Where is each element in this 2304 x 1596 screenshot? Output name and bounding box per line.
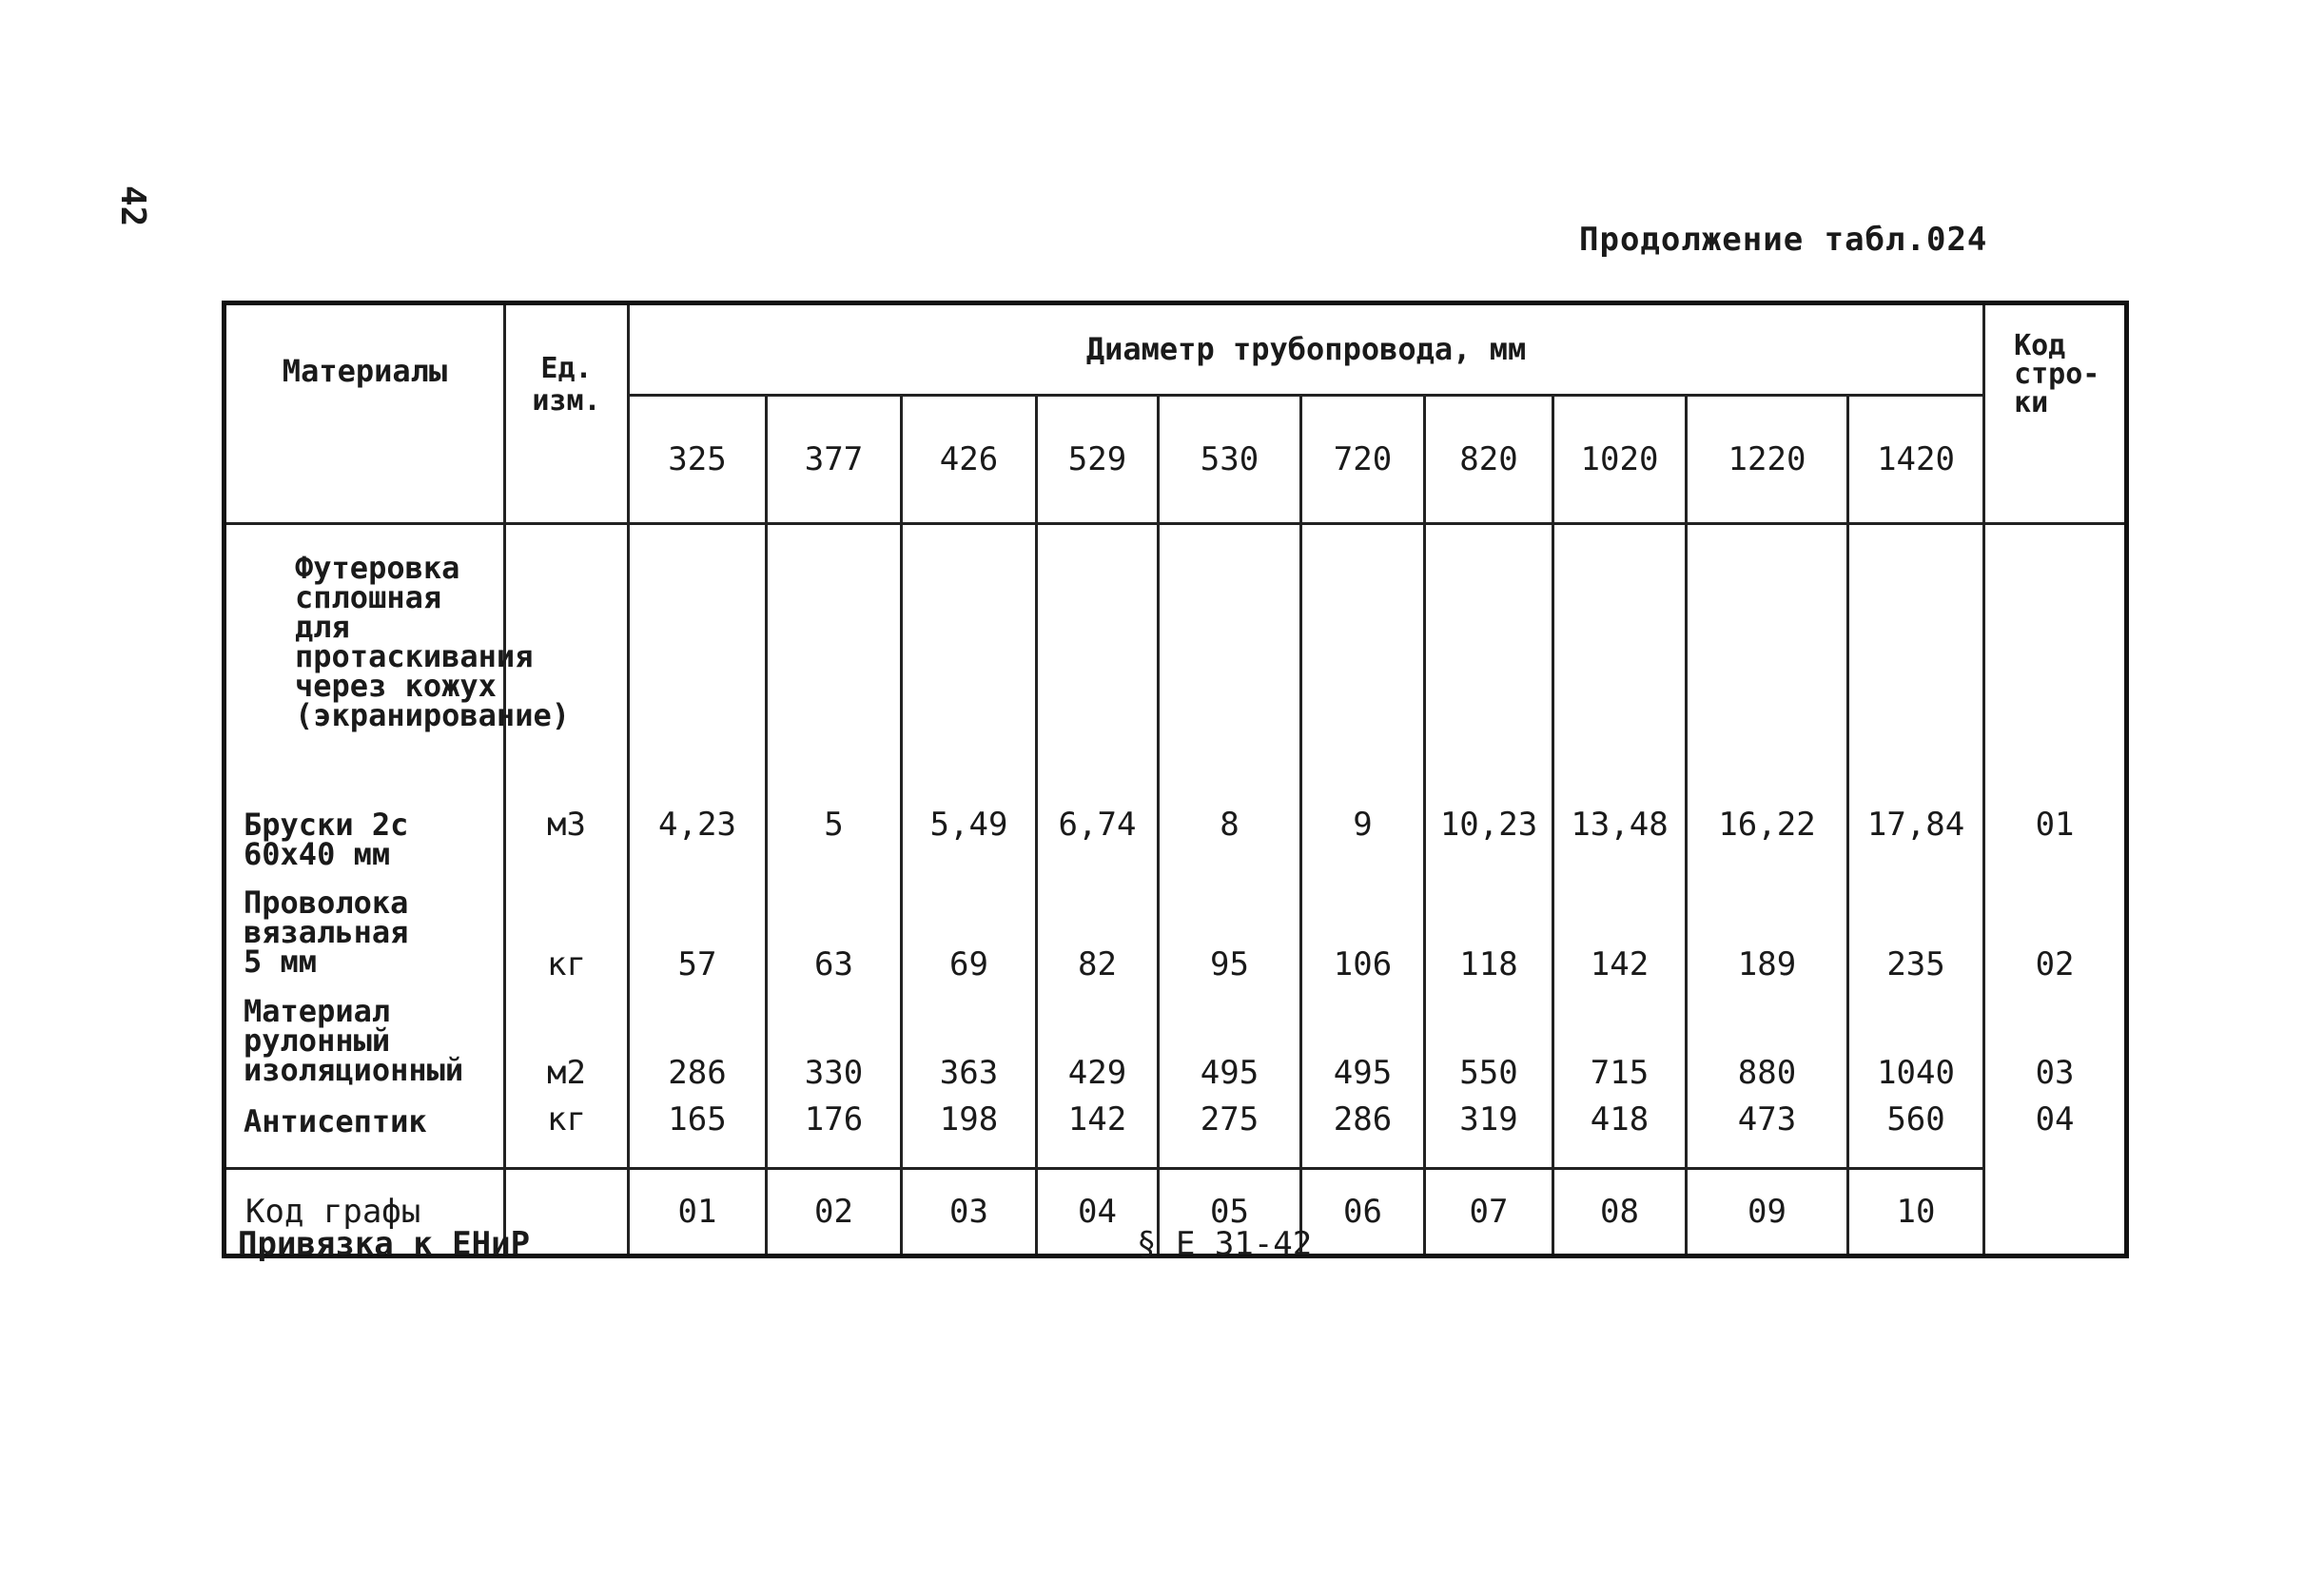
- value-column: [1553, 524, 1687, 1169]
- row-code: 01: [2035, 806, 2075, 844]
- value-column: [1037, 524, 1159, 1169]
- cell-value: 319: [1459, 1100, 1518, 1139]
- cell-value: 429: [1067, 1054, 1127, 1092]
- diameter-header: 1020: [1553, 395, 1687, 523]
- diameter-header: 377: [767, 395, 902, 523]
- row-unit: м3: [547, 806, 586, 844]
- row-name: Проволока вязальная 5 мм: [244, 885, 409, 980]
- column-code: 05: [1159, 1169, 1301, 1256]
- value-column: [902, 524, 1037, 1169]
- cell-value: 550: [1459, 1054, 1518, 1092]
- column-code: 10: [1848, 1169, 1984, 1256]
- diameter-header: 530: [1159, 395, 1301, 523]
- cell-value: 165: [668, 1100, 727, 1139]
- value-column: [629, 524, 767, 1169]
- enir-reference: § Е 31-42: [1137, 1225, 1313, 1263]
- cell-value: 286: [1333, 1100, 1393, 1139]
- enir-binding-label: Привязка к ЕНиР: [238, 1225, 531, 1263]
- cell-value: 495: [1333, 1054, 1393, 1092]
- cell-value: 106: [1333, 945, 1393, 983]
- cell-value: 286: [668, 1054, 727, 1092]
- materials-table: [222, 301, 2129, 1258]
- column-code-label: Код графы: [225, 1169, 505, 1256]
- cell-value: 5: [824, 806, 844, 844]
- cell-value: 9: [1353, 806, 1373, 844]
- cell-value: 63: [814, 945, 853, 983]
- cell-value: 880: [1737, 1054, 1797, 1092]
- row-code: 02: [2035, 945, 2075, 983]
- cell-value: 198: [939, 1100, 999, 1139]
- column-code: 09: [1687, 1169, 1848, 1256]
- header-row-code: Код стро- ки: [1984, 303, 2127, 524]
- value-column: [1425, 524, 1553, 1169]
- column-code: 03: [902, 1169, 1037, 1256]
- cell-value: 1040: [1877, 1054, 1955, 1092]
- row-unit: кг: [547, 1100, 586, 1139]
- header-unit: Ед. изм.: [505, 303, 629, 524]
- row-name: Антисептик: [244, 1103, 427, 1139]
- cell-value: 118: [1459, 945, 1518, 983]
- column-code: 01: [629, 1169, 767, 1256]
- column-code: 06: [1301, 1169, 1425, 1256]
- row-code: 04: [2035, 1100, 2075, 1139]
- diameter-header: 529: [1037, 395, 1159, 523]
- header-materials: Материалы: [225, 303, 505, 524]
- value-column: [1848, 524, 1984, 1169]
- cell-value: 189: [1737, 945, 1797, 983]
- cell-value: 473: [1737, 1100, 1797, 1139]
- cell-value: 69: [949, 945, 988, 983]
- diameter-header: 720: [1301, 395, 1425, 523]
- diameter-header: 325: [629, 395, 767, 523]
- column-code: 02: [767, 1169, 902, 1256]
- cell-value: 495: [1200, 1054, 1259, 1092]
- column-code: 04: [1037, 1169, 1159, 1256]
- cell-value: 142: [1067, 1100, 1127, 1139]
- value-column: [1687, 524, 1848, 1169]
- diameter-header: 426: [902, 395, 1037, 523]
- cell-value: 95: [1210, 945, 1249, 983]
- row-code-column: [1984, 524, 2127, 1256]
- page-number: 42: [113, 185, 152, 227]
- diameter-header: 1420: [1848, 395, 1984, 523]
- cell-value: 5,49: [929, 806, 1008, 844]
- column-code: 07: [1425, 1169, 1553, 1256]
- cell-value: 4,23: [658, 806, 736, 844]
- cell-value: 560: [1886, 1100, 1945, 1139]
- row-name: Материал рулонный изоляционный: [244, 993, 464, 1088]
- cell-value: 363: [939, 1054, 999, 1092]
- cell-value: 13,48: [1571, 806, 1669, 844]
- cell-value: 6,74: [1058, 806, 1137, 844]
- value-column: [1301, 524, 1425, 1169]
- row-code: 03: [2035, 1054, 2075, 1092]
- value-column: [1159, 524, 1301, 1169]
- row-unit: кг: [547, 945, 586, 983]
- cell-value: 82: [1078, 945, 1117, 983]
- unit-column: [505, 524, 629, 1169]
- row-name: Бруски 2с 60х40 мм: [244, 807, 409, 872]
- section-title: Футеровка сплошная для протаскивания через кожух (экранирование): [295, 550, 570, 733]
- cell-value: 57: [677, 945, 717, 983]
- cell-value: 418: [1590, 1100, 1650, 1139]
- row-unit: м2: [547, 1054, 586, 1092]
- cell-value: 275: [1200, 1100, 1259, 1139]
- cell-value: 10,23: [1439, 806, 1538, 844]
- cell-value: 176: [804, 1100, 864, 1139]
- cell-value: 16,22: [1718, 806, 1816, 844]
- header-diameter: Диаметр трубопровода, мм: [629, 303, 1984, 396]
- cell-value: 17,84: [1866, 806, 1965, 844]
- diameter-header: 1220: [1687, 395, 1848, 523]
- diameter-header: 820: [1425, 395, 1553, 523]
- cell-value: 715: [1590, 1054, 1650, 1092]
- cell-value: 8: [1220, 806, 1240, 844]
- value-column: [767, 524, 902, 1169]
- cell-value: 330: [804, 1054, 864, 1092]
- cell-value: 142: [1590, 945, 1650, 983]
- column-code: 08: [1553, 1169, 1687, 1256]
- table-caption: Продолжение табл.024: [1579, 221, 1988, 259]
- cell-value: 235: [1886, 945, 1945, 983]
